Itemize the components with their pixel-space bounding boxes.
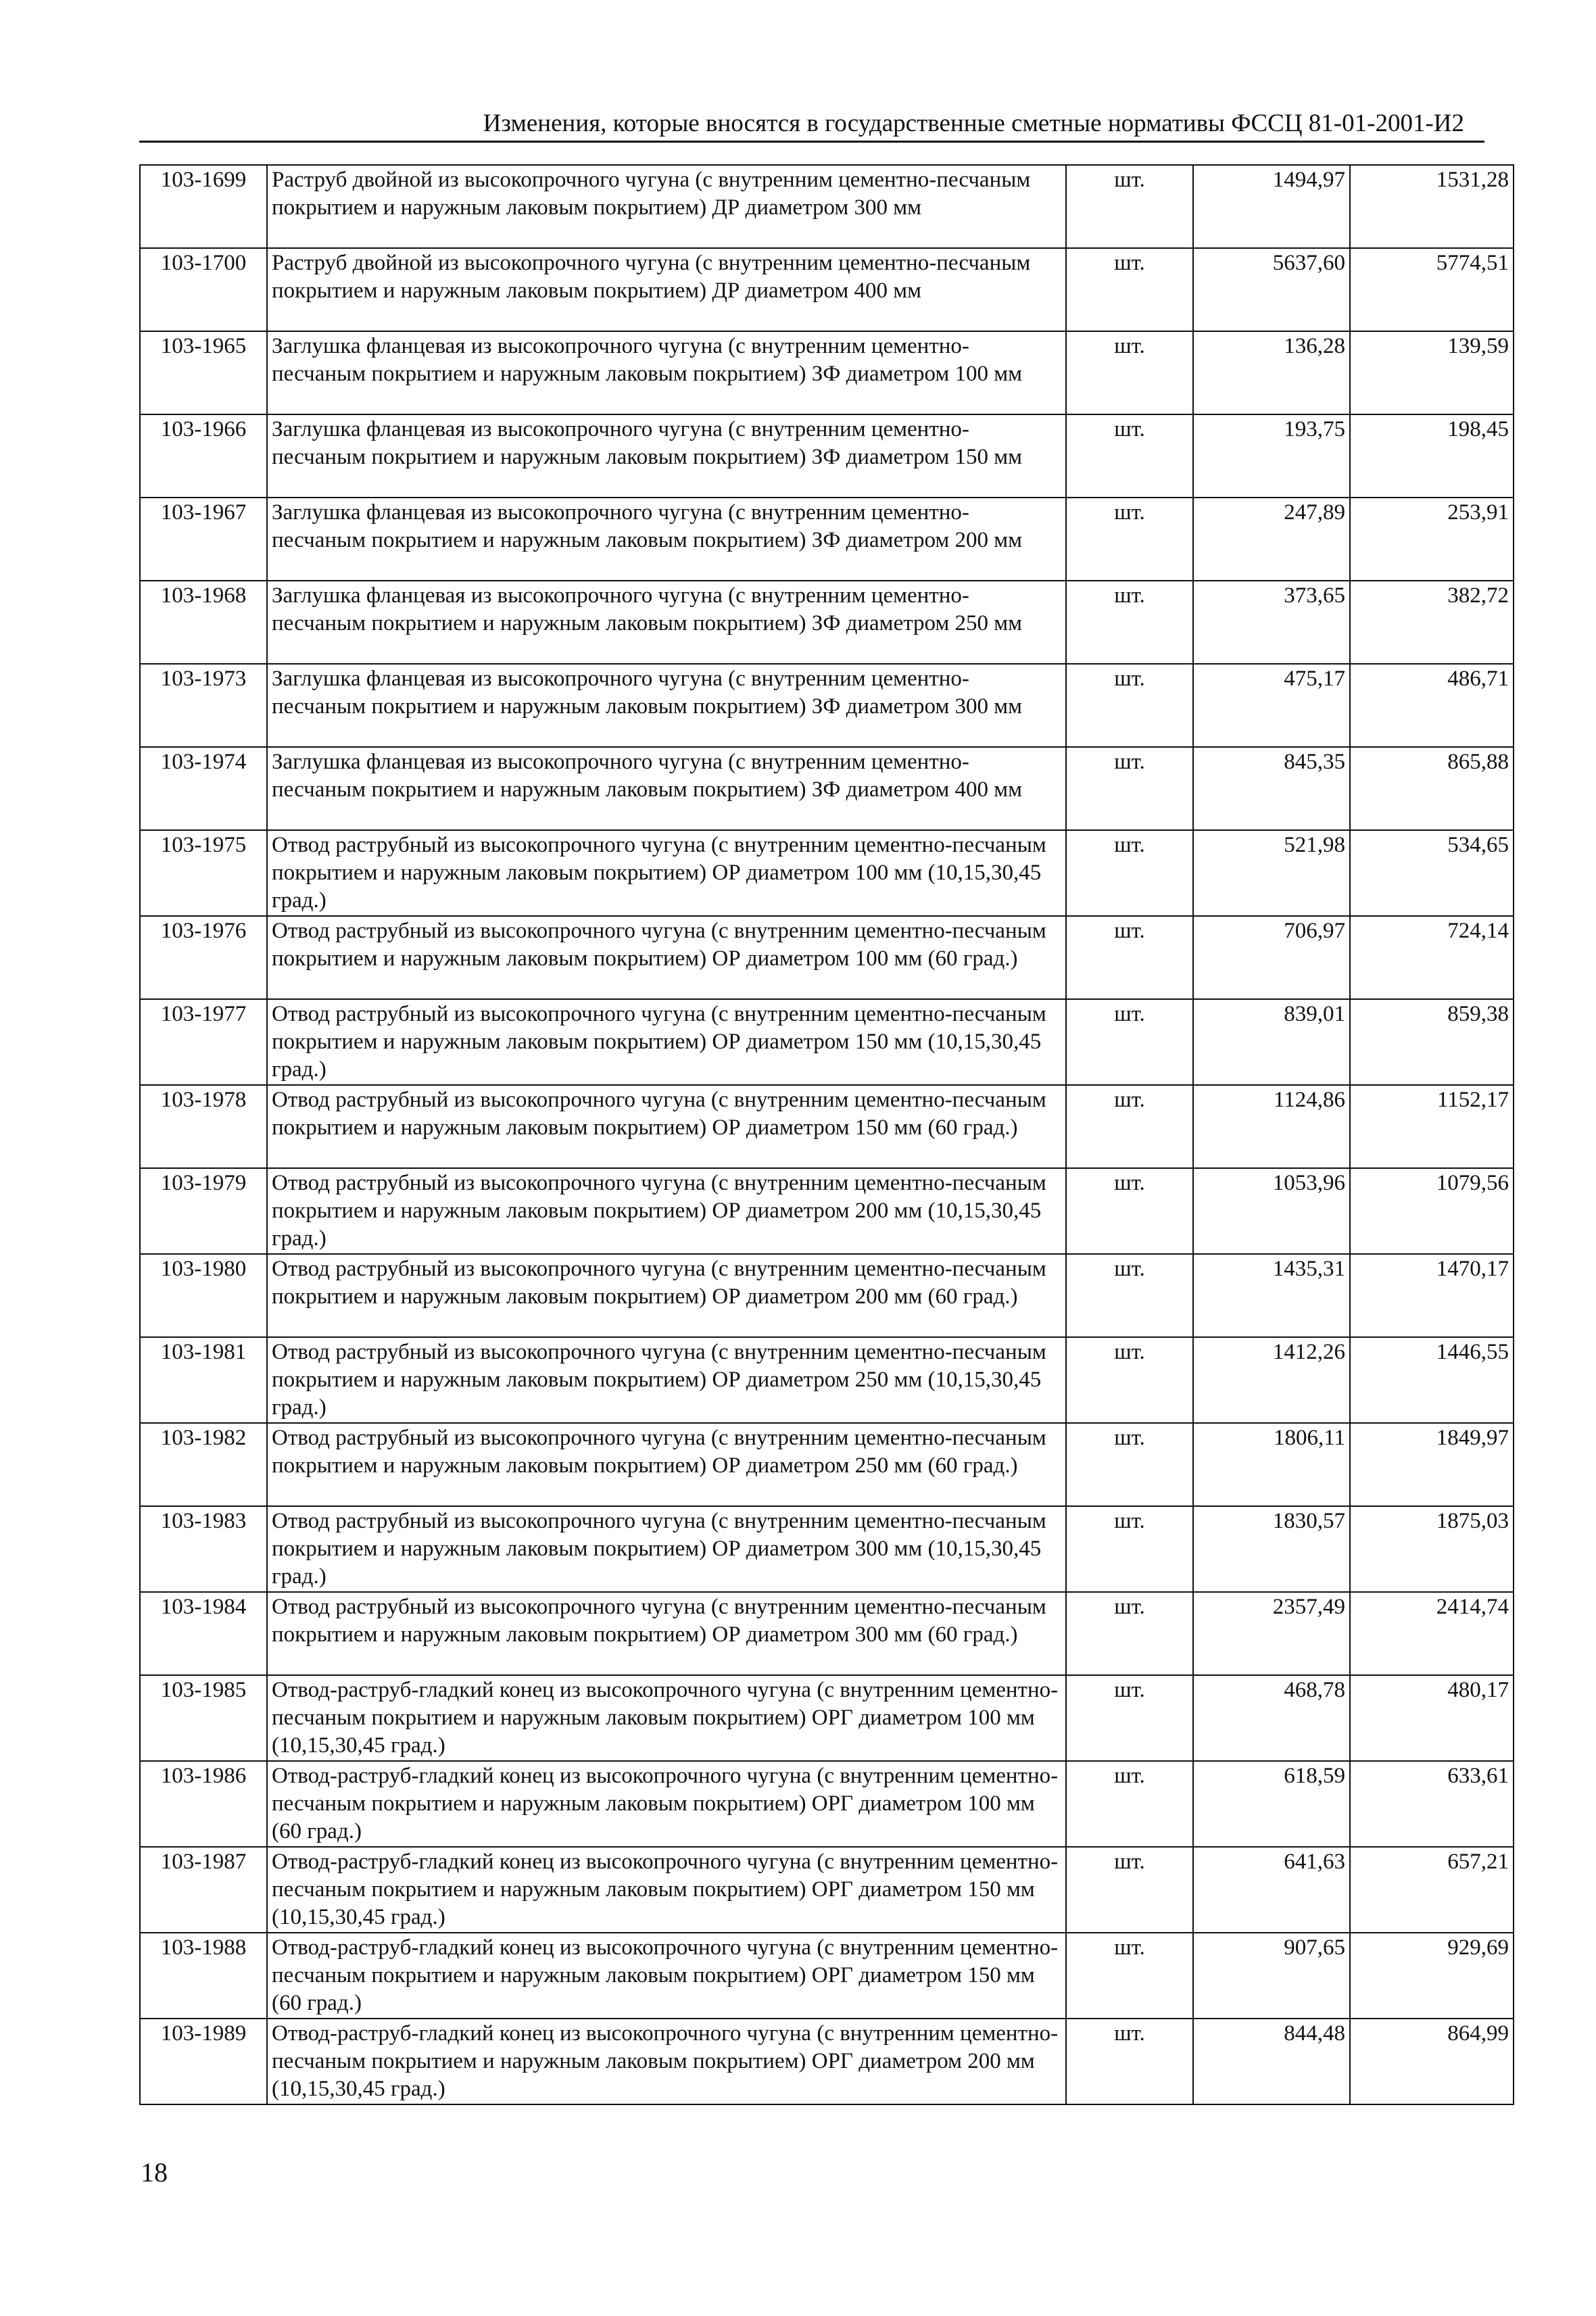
table-row — [140, 581, 1514, 664]
resource-code-cell: 103-1700 — [140, 248, 267, 331]
table-row — [140, 830, 1514, 916]
price-cell-1: 373,65 — [1193, 581, 1350, 664]
unit-cell: шт. — [1066, 2019, 1193, 2104]
resource-code-cell: 103-1980 — [140, 1254, 267, 1337]
price-cell-1: 1435,31 — [1193, 1254, 1350, 1337]
unit-cell: шт. — [1066, 1423, 1193, 1506]
resource-code-cell: 103-1699 — [140, 165, 267, 248]
unit-cell: шт. — [1066, 165, 1193, 248]
resource-code-cell: 103-1974 — [140, 747, 267, 830]
price-cell-1: 618,59 — [1193, 1761, 1350, 1847]
resource-code-cell: 103-1965 — [140, 331, 267, 414]
resource-code-cell: 103-1987 — [140, 1847, 267, 1933]
price-cell-2: 859,38 — [1350, 999, 1514, 1085]
price-cell-1: 641,63 — [1193, 1847, 1350, 1933]
resource-code-cell: 103-1984 — [140, 1592, 267, 1675]
price-cell-1: 475,17 — [1193, 664, 1350, 747]
resource-name-cell: Отвод раструбный из высокопрочного чугуна (с внутренним цементно-песчаным покрытием и наружным лаковым покрытием) ОР диаметром 100 мм (10,15,30,45 град.) — [267, 830, 1066, 916]
page-header — [139, 108, 1484, 143]
price-cell-2: 865,88 — [1350, 747, 1514, 830]
resource-name-cell: Отвод раструбный из высокопрочного чугуна (с внутренним цементно-песчаным покрытием и наружным лаковым покрытием) ОР диаметром 150 мм (10,15,30,45 град.) — [267, 999, 1066, 1085]
price-cell-2: 253,91 — [1350, 498, 1514, 581]
price-cell-1: 193,75 — [1193, 414, 1350, 498]
price-cell-1: 136,28 — [1193, 331, 1350, 414]
resource-name-cell: Раструб двойной из высокопрочного чугуна (с внутренним цементно-песчаным покрытием и наружным лаковым покрытием) ДР диаметром 400 мм — [267, 248, 1066, 331]
price-cell-1: 839,01 — [1193, 999, 1350, 1085]
price-cell-2: 1470,17 — [1350, 1254, 1514, 1337]
unit-cell: шт. — [1066, 248, 1193, 331]
resource-code-cell: 103-1976 — [140, 916, 267, 999]
price-cell-2: 5774,51 — [1350, 248, 1514, 331]
price-cell-2: 633,61 — [1350, 1761, 1514, 1847]
unit-cell: шт. — [1066, 1933, 1193, 2019]
unit-cell: шт. — [1066, 664, 1193, 747]
price-cell-1: 1830,57 — [1193, 1506, 1350, 1592]
resource-name-cell: Заглушка фланцевая из высокопрочного чугуна (с внутренним цементно-песчаным покрытием и наружным лаковым покрытием) ЗФ диаметром 300 мм — [267, 664, 1066, 747]
resource-name-cell: Отвод-раструб-гладкий конец из высокопрочного чугуна (с внутренним цементно-песчаным покрытием и наружным лаковым покрытием) ОРГ диаметром 100 мм (10,15,30,45 град.) — [267, 1675, 1066, 1761]
unit-cell: шт. — [1066, 1847, 1193, 1933]
resource-name-cell: Заглушка фланцевая из высокопрочного чугуна (с внутренним цементно-песчаным покрытием и наружным лаковым покрытием) ЗФ диаметром 400 мм — [267, 747, 1066, 830]
resource-name-cell: Отвод раструбный из высокопрочного чугуна (с внутренним цементно-песчаным покрытием и наружным лаковым покрытием) ОР диаметром 200 мм (10,15,30,45 град.) — [267, 1168, 1066, 1254]
resource-code-cell: 103-1985 — [140, 1675, 267, 1761]
unit-cell: шт. — [1066, 999, 1193, 1085]
table-row — [140, 248, 1514, 331]
price-cell-2: 486,71 — [1350, 664, 1514, 747]
price-cell-2: 724,14 — [1350, 916, 1514, 999]
table-row — [140, 1337, 1514, 1423]
unit-cell: шт. — [1066, 830, 1193, 916]
price-cell-2: 480,17 — [1350, 1675, 1514, 1761]
price-cell-2: 1152,17 — [1350, 1085, 1514, 1168]
resource-name-cell: Заглушка фланцевая из высокопрочного чугуна (с внутренним цементно-песчаным покрытием и наружным лаковым покрытием) ЗФ диаметром 250 мм — [267, 581, 1066, 664]
resource-code-cell: 103-1977 — [140, 999, 267, 1085]
table-row — [140, 1168, 1514, 1254]
price-cell-1: 845,35 — [1193, 747, 1350, 830]
table-row — [140, 1254, 1514, 1337]
table-row — [140, 1675, 1514, 1761]
table-row — [140, 747, 1514, 830]
price-cell-1: 1124,86 — [1193, 1085, 1350, 1168]
resource-name-cell: Отвод раструбный из высокопрочного чугуна (с внутренним цементно-песчаным покрытием и наружным лаковым покрытием) ОР диаметром 250 мм (60 град.) — [267, 1423, 1066, 1506]
header-title: Изменения, которые вносятся в государственные сметные нормативы ФССЦ 81-01-2001-И2 — [483, 110, 1464, 137]
resource-code-cell: 103-1973 — [140, 664, 267, 747]
table-row — [140, 331, 1514, 414]
resource-code-cell: 103-1982 — [140, 1423, 267, 1506]
table-row — [140, 2019, 1514, 2104]
resource-name-cell: Отвод-раструб-гладкий конец из высокопрочного чугуна (с внутренним цементно-песчаным покрытием и наружным лаковым покрытием) ОРГ диаметром 200 мм (10,15,30,45 град.) — [267, 2019, 1066, 2104]
resource-code-cell: 103-1966 — [140, 414, 267, 498]
resource-code-cell: 103-1968 — [140, 581, 267, 664]
resource-name-cell: Отвод раструбный из высокопрочного чугуна (с внутренним цементно-песчаным покрытием и наружным лаковым покрытием) ОР диаметром 100 мм (60 град.) — [267, 916, 1066, 999]
table-row — [140, 1506, 1514, 1592]
unit-cell: шт. — [1066, 747, 1193, 830]
price-table-body — [140, 165, 1514, 2104]
resource-code-cell: 103-1989 — [140, 2019, 267, 2104]
price-cell-1: 247,89 — [1193, 498, 1350, 581]
price-cell-2: 657,21 — [1350, 1847, 1514, 1933]
table-row — [140, 414, 1514, 498]
resource-name-cell: Отвод раструбный из высокопрочного чугуна (с внутренним цементно-песчаным покрытием и наружным лаковым покрытием) ОР диаметром 150 мм (60 град.) — [267, 1085, 1066, 1168]
resource-name-cell: Отвод раструбный из высокопрочного чугуна (с внутренним цементно-песчаным покрытием и наружным лаковым покрытием) ОР диаметром 300 мм (60 град.) — [267, 1592, 1066, 1675]
unit-cell: шт. — [1066, 414, 1193, 498]
price-cell-2: 1079,56 — [1350, 1168, 1514, 1254]
price-table — [139, 164, 1514, 2105]
resource-name-cell: Отвод-раструб-гладкий конец из высокопрочного чугуна (с внутренним цементно-песчаным покрытием и наружным лаковым покрытием) ОРГ диаметром 100 мм (60 град.) — [267, 1761, 1066, 1847]
unit-cell: шт. — [1066, 1168, 1193, 1254]
resource-code-cell: 103-1986 — [140, 1761, 267, 1847]
price-cell-2: 1875,03 — [1350, 1506, 1514, 1592]
price-cell-1: 1412,26 — [1193, 1337, 1350, 1423]
price-cell-2: 1531,28 — [1350, 165, 1514, 248]
table-row — [140, 1423, 1514, 1506]
table-row — [140, 498, 1514, 581]
unit-cell: шт. — [1066, 1506, 1193, 1592]
unit-cell: шт. — [1066, 1085, 1193, 1168]
resource-code-cell: 103-1981 — [140, 1337, 267, 1423]
resource-code-cell: 103-1988 — [140, 1933, 267, 2019]
price-cell-1: 468,78 — [1193, 1675, 1350, 1761]
table-row — [140, 1085, 1514, 1168]
resource-code-cell: 103-1983 — [140, 1506, 267, 1592]
price-cell-2: 2414,74 — [1350, 1592, 1514, 1675]
page-number: 18 — [141, 2157, 168, 2188]
resource-name-cell: Заглушка фланцевая из высокопрочного чугуна (с внутренним цементно-песчаным покрытием и наружным лаковым покрытием) ЗФ диаметром 150 мм — [267, 414, 1066, 498]
resource-name-cell: Заглушка фланцевая из высокопрочного чугуна (с внутренним цементно-песчаным покрытием и наружным лаковым покрытием) ЗФ диаметром 200 мм — [267, 498, 1066, 581]
resource-code-cell: 103-1967 — [140, 498, 267, 581]
price-cell-1: 2357,49 — [1193, 1592, 1350, 1675]
resource-code-cell: 103-1978 — [140, 1085, 267, 1168]
unit-cell: шт. — [1066, 1254, 1193, 1337]
resource-name-cell: Раструб двойной из высокопрочного чугуна (с внутренним цементно-песчаным покрытием и наружным лаковым покрытием) ДР диаметром 300 мм — [267, 165, 1066, 248]
unit-cell: шт. — [1066, 1592, 1193, 1675]
unit-cell: шт. — [1066, 1761, 1193, 1847]
price-cell-1: 1053,96 — [1193, 1168, 1350, 1254]
price-cell-1: 5637,60 — [1193, 248, 1350, 331]
resource-code-cell: 103-1979 — [140, 1168, 267, 1254]
resource-name-cell: Отвод-раструб-гладкий конец из высокопрочного чугуна (с внутренним цементно-песчаным покрытием и наружным лаковым покрытием) ОРГ диаметром 150 мм (60 град.) — [267, 1933, 1066, 2019]
table-row — [140, 165, 1514, 248]
price-cell-1: 706,97 — [1193, 916, 1350, 999]
price-cell-1: 1494,97 — [1193, 165, 1350, 248]
table-row — [140, 916, 1514, 999]
table-row — [140, 1592, 1514, 1675]
table-row — [140, 999, 1514, 1085]
table-row — [140, 1761, 1514, 1847]
price-cell-1: 1806,11 — [1193, 1423, 1350, 1506]
price-cell-2: 1849,97 — [1350, 1423, 1514, 1506]
price-cell-2: 382,72 — [1350, 581, 1514, 664]
unit-cell: шт. — [1066, 1675, 1193, 1761]
price-cell-2: 198,45 — [1350, 414, 1514, 498]
price-cell-2: 534,65 — [1350, 830, 1514, 916]
unit-cell: шт. — [1066, 498, 1193, 581]
price-cell-2: 929,69 — [1350, 1933, 1514, 2019]
unit-cell: шт. — [1066, 331, 1193, 414]
resource-name-cell: Заглушка фланцевая из высокопрочного чугуна (с внутренним цементно-песчаным покрытием и наружным лаковым покрытием) ЗФ диаметром 100 мм — [267, 331, 1066, 414]
unit-cell: шт. — [1066, 1337, 1193, 1423]
price-cell-2: 139,59 — [1350, 331, 1514, 414]
table-row — [140, 1847, 1514, 1933]
table-row — [140, 664, 1514, 747]
price-cell-1: 521,98 — [1193, 830, 1350, 916]
resource-name-cell: Отвод раструбный из высокопрочного чугуна (с внутренним цементно-песчаным покрытием и наружным лаковым покрытием) ОР диаметром 300 мм (10,15,30,45 град.) — [267, 1506, 1066, 1592]
unit-cell: шт. — [1066, 581, 1193, 664]
price-cell-2: 1446,55 — [1350, 1337, 1514, 1423]
resource-name-cell: Отвод раструбный из высокопрочного чугуна (с внутренним цементно-песчаным покрытием и наружным лаковым покрытием) ОР диаметром 250 мм (10,15,30,45 град.) — [267, 1337, 1066, 1423]
unit-cell: шт. — [1066, 916, 1193, 999]
resource-code-cell: 103-1975 — [140, 830, 267, 916]
price-cell-2: 864,99 — [1350, 2019, 1514, 2104]
table-row — [140, 1933, 1514, 2019]
resource-name-cell: Отвод-раструб-гладкий конец из высокопрочного чугуна (с внутренним цементно-песчаным покрытием и наружным лаковым покрытием) ОРГ диаметром 150 мм (10,15,30,45 град.) — [267, 1847, 1066, 1933]
price-cell-1: 844,48 — [1193, 2019, 1350, 2104]
resource-name-cell: Отвод раструбный из высокопрочного чугуна (с внутренним цементно-песчаным покрытием и наружным лаковым покрытием) ОР диаметром 200 мм (60 град.) — [267, 1254, 1066, 1337]
price-cell-1: 907,65 — [1193, 1933, 1350, 2019]
